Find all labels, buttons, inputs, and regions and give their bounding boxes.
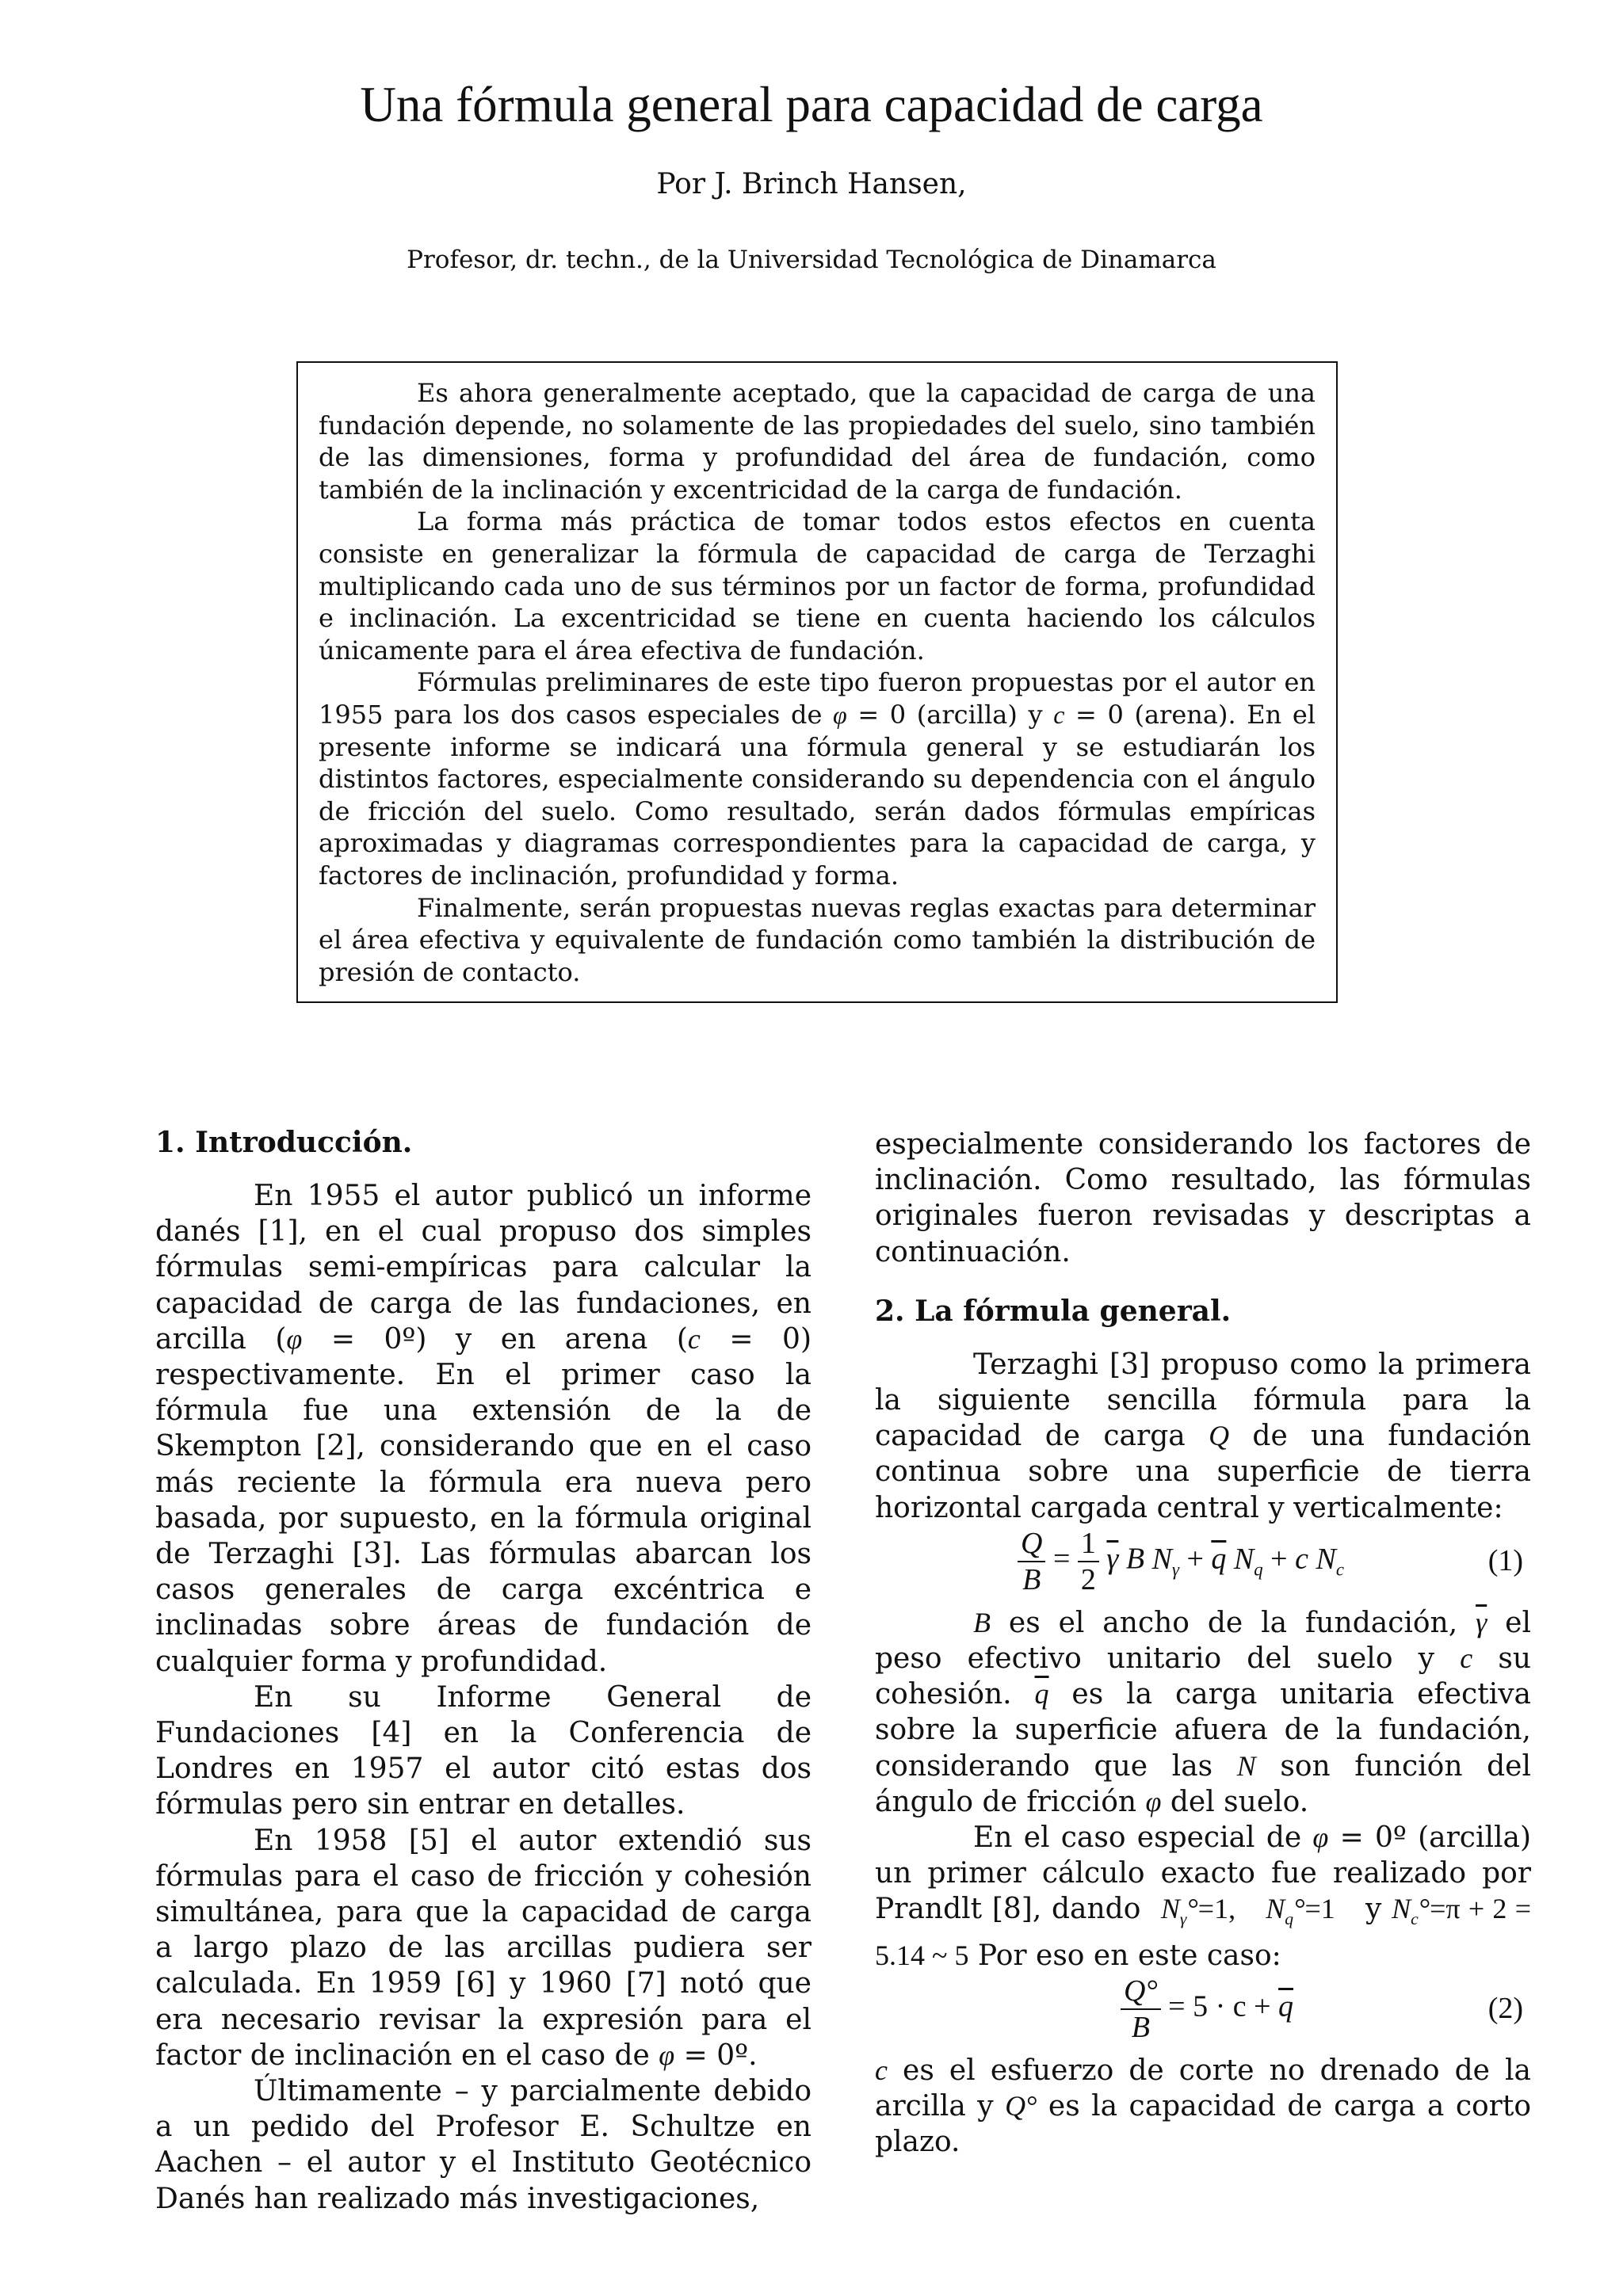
formula-paragraph-4 <box>875 2053 1531 2161</box>
intro-paragraph-1 <box>155 1178 812 1680</box>
N-symbol: N <box>1392 1893 1411 1925</box>
gamma-bar: $\overline{\gamma}$ <box>1106 1542 1119 1576</box>
degree-symbol: ° <box>1418 1893 1430 1925</box>
section-heading-formula-general: 2. La fórmula general. <box>875 1294 1232 1328</box>
intro-paragraph-2: En su Informe General de Fundaciones [4] en la Conferencia de Londres en 1957 el autor citó estas dos fórmulas pero sin entrar en detalles. <box>155 1680 812 1821</box>
eq1-N-gamma <box>1151 1542 1179 1580</box>
intro-paragraph-3 <box>155 1823 812 2073</box>
B-symbol: B <box>973 1606 991 1638</box>
half-numerator: 1 <box>1078 1526 1099 1562</box>
half-denominator: 2 <box>1080 1562 1096 1596</box>
equation-1 <box>875 1526 1531 1605</box>
eq2-rhs: = 5 · c + <box>1168 1989 1279 2023</box>
body-text: es la capacidad de carga a corto plazo. <box>875 2090 1532 2159</box>
Qdeg-symbol: Q° <box>1005 2090 1037 2122</box>
equation-1-body <box>1018 1526 1344 1605</box>
eq1-c: c <box>1295 1542 1308 1576</box>
eq2-denominator: B <box>1131 2011 1150 2045</box>
equation-number-2: (2) <box>1487 1992 1523 2026</box>
abstract-box <box>296 361 1338 1003</box>
abstract-text: Fórmulas preliminares de este tipo fueron propuestas por el autor en 1955 para los dos casos especiales de <box>319 667 1316 730</box>
fraction-Q-over-B <box>1018 1526 1045 1597</box>
intro-text: = 0º) y en arena ( <box>302 1322 688 1356</box>
body-text: son función del ángulo de fricción <box>875 1749 1531 1818</box>
equation-2-body <box>1121 1974 1293 2053</box>
N-symbol: N <box>1266 1893 1285 1925</box>
eq2-numerator: Q° <box>1121 1974 1161 2010</box>
intro-text: En 1958 [5] el autor extendió sus fórmulas para el caso de fricción y cohesión simultánea, para que la capacidad de carga a largo plazo de las arcillas pudiera ser calculada. En 1959 [6] y 1960 [7] notó que era necesario revisar la expresión para el factor de inclinación en el caso de <box>155 1824 812 2072</box>
intro-paragraph-4: Últimamente – y parcialmente debido a un pedido del Profesor E. Schultze en Aachen – el autor y el Instituto Geotécnico Danés han realizado más investigaciones, <box>155 2075 812 2215</box>
abstract-paragraph-4: Finalmente, serán propuestas nuevas reglas exactas para determinar el área efectiva y equivalente de fundación como también la distribución de presión de contacto. <box>319 892 1316 987</box>
c-symbol: c <box>875 2054 888 2087</box>
body-text: es el esfuerzo de corte no drenado de la arcilla y <box>875 2054 1531 2123</box>
abstract-paragraph-2: La forma más práctica de tomar todos estos efectos en cuenta consiste en generalizar la fórmula de capacidad de carga de Terzaghi multiplicando cada uno de sus términos por un factor de forma, profundidad e inclinación. La excentricidad se tiene en cuenta haciendo los cálculos únicamente para el área efectiva de fundación. <box>319 506 1316 666</box>
phi-symbol: φ <box>1312 1821 1329 1854</box>
continued-paragraph: especialmente considerando los factores de inclinación. Como resultado, las fórmulas originales fueron revisadas y descriptas a continuación. <box>875 1128 1531 1268</box>
body-text: el peso efectivo unitario del suelo y <box>875 1606 1531 1676</box>
value-text: =1 <box>1304 1893 1335 1925</box>
gamma-bar: $\overline{\gamma}$ <box>1476 1606 1487 1638</box>
subscript-gamma: γ <box>1171 1559 1179 1580</box>
body-text: de una fundación continua sobre una superficie de tierra horizontal cargada central y verticalmente: <box>875 1420 1531 1524</box>
equation-2 <box>875 1974 1531 2053</box>
abstract-paragraph-3 <box>319 666 1316 891</box>
subscript-c: c <box>1335 1559 1344 1580</box>
eq1-N-q <box>1233 1542 1263 1580</box>
section-heading-introduccion: 1. Introducción. <box>155 1126 413 1159</box>
formula-paragraph-1 <box>875 1347 1531 1526</box>
phi-symbol: φ <box>833 700 847 729</box>
phi-symbol: φ <box>286 1322 303 1355</box>
body-text: Terzaghi [3] propuso como la primera la siguiente sencilla fórmula para la capacidad de carga <box>875 1348 1531 1453</box>
subscript-q: q <box>1254 1559 1263 1580</box>
N-gamma-deg <box>1160 1893 1236 1929</box>
body-text: es el ancho de la fundación, <box>991 1606 1476 1639</box>
value-text: =π + 2 = 5.14 ~ 5 <box>875 1893 1531 1971</box>
body-text: = 0º (arcilla) un primer cálculo exacto fue realizado por Prandlt [8], dando <box>875 1821 1531 1926</box>
q-bar: $\overline{q}$ <box>1211 1542 1227 1576</box>
paper-title: Una fórmula general para capacidad de carga <box>360 77 1263 132</box>
right-column <box>875 1127 1531 2161</box>
intro-text: En 1955 el autor publicó un informe danés [1], en el cual propuso dos simples fórmulas semi-empíricas para calcular la capacidad de carga de las fundaciones, en arcilla ( <box>155 1180 812 1356</box>
plus-sign: + <box>1186 1542 1204 1576</box>
eq1-N-c <box>1316 1542 1344 1580</box>
author-line: Por J. Brinch Hansen, <box>656 168 967 200</box>
subscript-q: q <box>1285 1909 1294 1929</box>
intro-text: = 0) respectivamente. En el primer caso la fórmula fue una extensión de la de Skempton [2], considerando que en el caso más reciente la fórmula era nueva pero basada, por supuesto, en la fórmula original de Terzaghi [3]. Las fórmulas abarcan los casos generales de carga excéntrica e inclinadas sobre áreas de fundación de cualquier forma y profundidad. <box>155 1322 812 1678</box>
fraction-Qdeg-over-B <box>1121 1974 1161 2045</box>
subscript-gamma: γ <box>1179 1909 1187 1929</box>
phi-symbol: φ <box>1145 1785 1162 1817</box>
left-column <box>155 1125 812 2217</box>
fraction-one-half <box>1078 1526 1099 1597</box>
c-symbol: c <box>687 1322 701 1355</box>
abstract-text: = 0 (arena). En el presente informe se indicará una fórmula general y se estudiarán los distintos factores, especialmente considerando su dependencia con el ángulo de fricción del suelo. Como resultado, serán dados fórmulas empíricas aproximadas y diagramas correspondientes para la capacidad de carga, y factores de inclinación, profundidad y forma. <box>319 699 1316 891</box>
degree-symbol: ° <box>1186 1893 1198 1925</box>
value-text: =1, <box>1197 1893 1236 1925</box>
body-text: su cohesión. <box>875 1642 1532 1711</box>
c-symbol: c <box>1053 700 1065 729</box>
body-text: del suelo. <box>1161 1785 1309 1818</box>
equation-number-1: (1) <box>1487 1543 1523 1577</box>
eq1-numerator: Q <box>1018 1526 1045 1562</box>
body-text: En el caso especial de <box>973 1821 1313 1855</box>
eq1-B: B <box>1125 1542 1145 1576</box>
eq1-equals: = <box>1052 1542 1071 1576</box>
N-symbol: N <box>1316 1542 1336 1576</box>
eq1-denominator: B <box>1022 1562 1041 1596</box>
Q-symbol: Q <box>1209 1420 1230 1452</box>
N-symbol: N <box>1233 1542 1254 1576</box>
c-symbol: c <box>1460 1642 1473 1675</box>
N-symbol: N <box>1236 1749 1256 1782</box>
abstract-text: = 0 (arcilla) y <box>846 699 1054 730</box>
phi-symbol: φ <box>659 2039 675 2071</box>
body-text: Por eso en este caso: <box>968 1939 1281 1972</box>
N-q-deg <box>1266 1893 1335 1929</box>
formula-paragraph-3 <box>875 1820 1531 1974</box>
q-bar: $\overline{q}$ <box>1278 1989 1294 2023</box>
affiliation-line: Profesor, dr. techn., de la Universidad Tecnológica de Dinamarca <box>407 246 1216 274</box>
N-symbol: N <box>1151 1542 1172 1576</box>
intro-text: = 0º. <box>674 2039 758 2072</box>
subscript-c: c <box>1411 1909 1419 1929</box>
degree-symbol: ° <box>1293 1893 1305 1925</box>
body-text: es la carga unitaria efectiva sobre la superficie afuera de la fundación, considerando que las <box>875 1678 1532 1783</box>
q-bar: $\overline{q}$ <box>1034 1678 1049 1711</box>
formula-paragraph-2 <box>875 1605 1531 1820</box>
N-symbol: N <box>1160 1893 1180 1925</box>
body-text: y <box>1365 1893 1382 1926</box>
plus-sign: + <box>1270 1542 1288 1576</box>
abstract-paragraph-1: Es ahora generalmente aceptado, que la capacidad de carga de una fundación depende, no solamente de las propiedades del suelo, sino también de las dimensiones, forma y profundidad del área de fundación, como también de la inclinación y excentricidad de la carga de fundación. <box>319 378 1316 505</box>
